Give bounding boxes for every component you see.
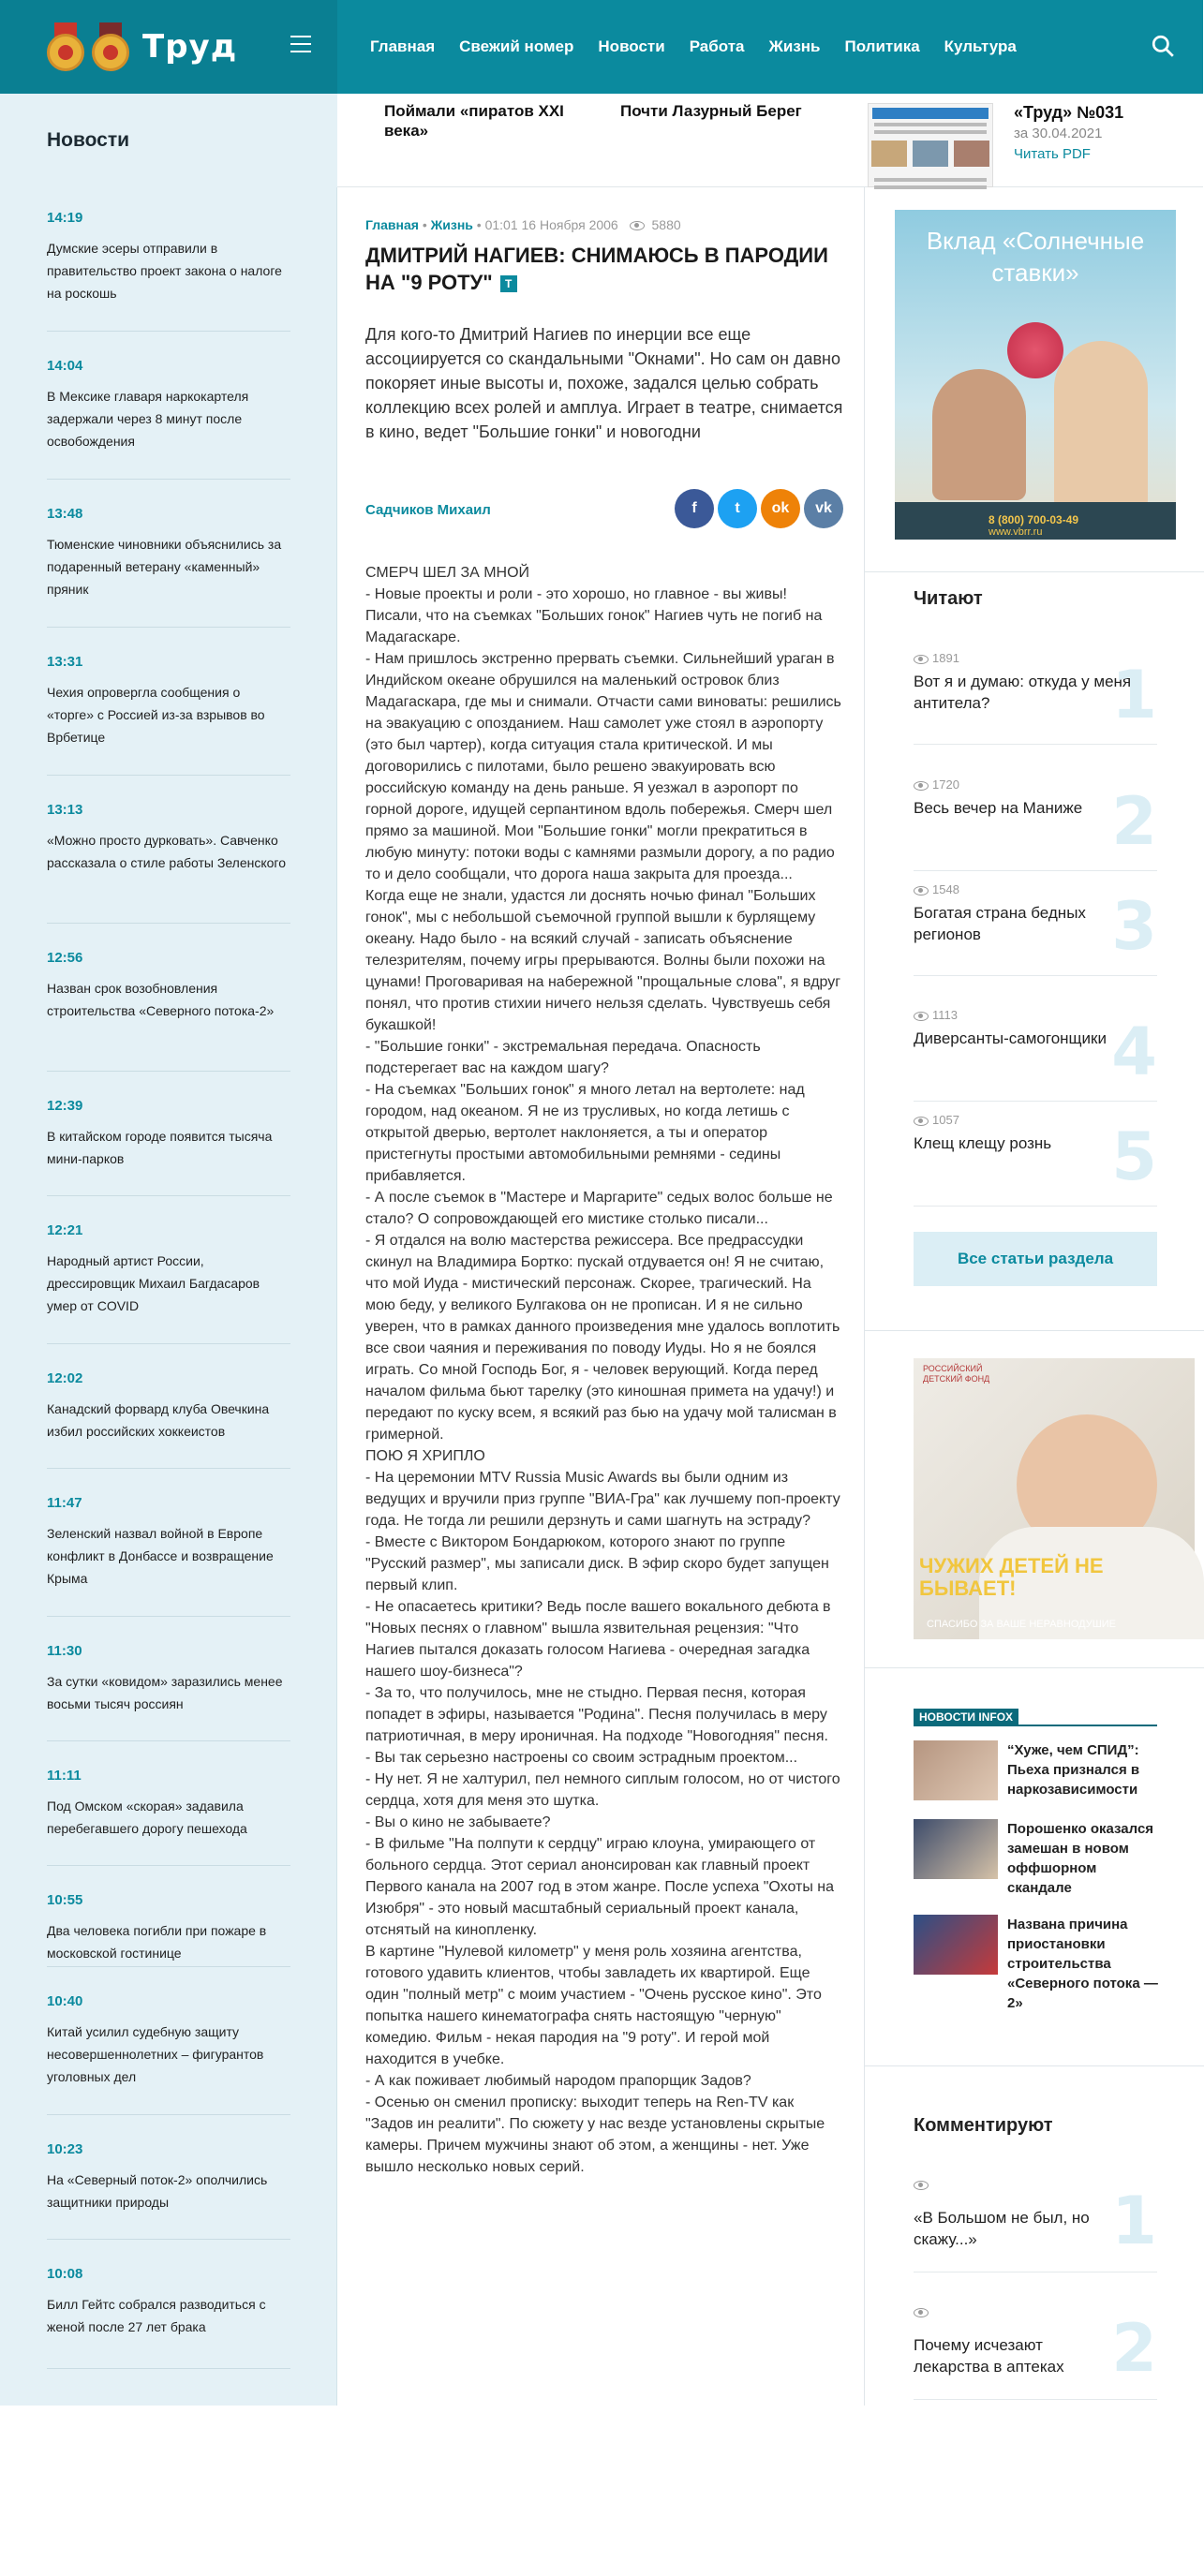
news-item[interactable] <box>47 1495 290 1617</box>
news-item[interactable] <box>47 358 290 480</box>
tag-badge[interactable]: Т <box>500 275 517 292</box>
news-time: 12:21 <box>47 1222 83 1238</box>
rank-number: 2 <box>1111 783 1157 860</box>
views-icon <box>914 886 929 896</box>
teaser-link[interactable]: Почти Лазурный Берег <box>620 102 802 120</box>
nav-item-life[interactable]: Жизнь <box>768 37 821 55</box>
views-icon <box>630 221 645 230</box>
news-item[interactable] <box>47 1098 290 1196</box>
nav-item-culture[interactable]: Культура <box>944 37 1017 55</box>
infox-item[interactable] <box>914 1740 1157 1825</box>
twitter-share-icon[interactable]: t <box>718 489 757 528</box>
news-item[interactable] <box>47 950 290 1072</box>
news-time: 12:39 <box>47 1098 83 1114</box>
news-section-header <box>0 94 337 187</box>
ad-banner-deposit[interactable] <box>895 210 1176 540</box>
teaser-link[interactable]: Поймали «пиратов XXI века» <box>384 102 564 140</box>
news-item[interactable] <box>47 1370 290 1469</box>
news-title: Думские эсеры отправили в правительство проект закона о налоге на роскошь <box>47 241 282 301</box>
news-time: 10:08 <box>47 2266 83 2282</box>
news-time: 12:56 <box>47 950 83 966</box>
article-date: • 01:01 16 Ноября 2006 <box>476 217 618 232</box>
nav-item-news[interactable]: Новости <box>598 37 665 55</box>
infox-label: НОВОСТИ INFOX <box>914 1709 1018 1725</box>
rank-number: 1 <box>1111 2183 1157 2259</box>
order-medal-icon <box>92 22 129 71</box>
rank-number: 4 <box>1111 1014 1157 1090</box>
article-views: 5880 <box>651 217 681 232</box>
divider <box>865 1667 1204 1668</box>
news-title: Билл Гейтс собрался разводиться с женой после 27 лет брака <box>47 2297 266 2334</box>
infox-title: “Хуже, чем СПИД”: Пьеха признался в наркозависимости <box>1007 1742 1140 1798</box>
ad-title: Вклад «Солнечные ставки» <box>926 227 1145 287</box>
infox-line <box>914 1725 1157 1726</box>
news-title: Два человека погибли при пожаре в московской гостинице <box>47 1923 267 1961</box>
popular-item[interactable] <box>914 882 1157 976</box>
rank-number: 3 <box>1111 888 1157 965</box>
issue-title[interactable]: «Труд» №031 <box>1014 103 1124 122</box>
popular-title: Клещ клещу рознь <box>914 1134 1052 1152</box>
views-icon <box>914 2308 929 2317</box>
site-header <box>0 0 1203 94</box>
rank-number: 1 <box>1111 657 1157 733</box>
news-time: 11:11 <box>47 1768 82 1784</box>
search-icon[interactable] <box>1151 34 1175 58</box>
ad-image-girl <box>1054 341 1148 510</box>
rank-number: 2 <box>1111 2310 1157 2387</box>
infox-image <box>914 1740 998 1800</box>
news-item[interactable] <box>47 1222 290 1344</box>
news-title: За сутки «ковидом» заразились менее восьми тысяч россиян <box>47 1674 283 1711</box>
divider <box>865 571 1204 572</box>
article-lead: Для кого-то Дмитрий Нагиев по инерции все еще ассоциируется со скандальными "Окнами". Но сам он давно покоряет иные высоты и, похоже, задался целью собрать коллекцию всех ролей и амплуа. Играет в театре, снимается в кино, ведет "Большие гонки" и новогодни <box>365 325 843 441</box>
news-time: 13:31 <box>47 654 83 670</box>
divider <box>865 2065 1204 2066</box>
news-time: 13:13 <box>47 802 83 818</box>
logo-text: Труд <box>142 28 238 66</box>
nav-item-fresh-issue[interactable]: Свежий номер <box>459 37 574 55</box>
infox-title: Названа причина приостановки строительства «Северного потока — 2» <box>1007 1917 1158 2011</box>
news-title: В Мексике главаря наркокартеля задержали через 8 минут после освобождения <box>47 389 249 449</box>
comments-section-title: Комментируют <box>914 2115 1053 2136</box>
news-title: Канадский форвард клуба Овечкина избил российских хоккеистов <box>47 1401 270 1439</box>
popular-item[interactable] <box>914 1113 1157 1207</box>
all-section-articles-button[interactable]: Все статьи раздела <box>914 1232 1157 1286</box>
popular-title: Богатая страна бедных регионов <box>914 904 1086 943</box>
ad-image-flowers <box>1007 322 1063 378</box>
article-title <box>365 242 834 296</box>
news-title: Тюменские чиновники объяснились за подаренный ветерану «каменный» пряник <box>47 537 282 597</box>
ad-slogan: ЧУЖИХ ДЕТЕЙ НЕ БЫВАЕТ! <box>919 1554 1104 1600</box>
news-item[interactable] <box>47 210 290 332</box>
news-item[interactable] <box>47 1643 290 1741</box>
breadcrumb: Главная • Жизнь • 01:01 16 Ноября 2006 5880 <box>365 217 681 232</box>
views-icon <box>914 2181 929 2190</box>
news-item[interactable] <box>47 1993 290 2115</box>
nav-item-politics[interactable]: Политика <box>844 37 920 55</box>
news-title: Чехия опровергла сообщения о «торге» с Россией из-за взрывов во Врбетице <box>47 685 265 745</box>
views-count: 1113 <box>914 1008 1157 1022</box>
news-title: Зеленский назвал войной в Европе конфликт в Донбассе и возвращение Крыма <box>47 1526 274 1586</box>
logo[interactable] <box>0 0 337 94</box>
news-section-title: Новости <box>47 129 130 151</box>
news-time: 14:19 <box>47 210 83 226</box>
infox-item[interactable] <box>914 1915 1157 2018</box>
views-icon <box>914 1117 929 1126</box>
news-feed <box>0 187 337 2406</box>
news-time: 10:23 <box>47 2141 83 2157</box>
news-item[interactable] <box>47 506 290 628</box>
news-title: На «Северный поток-2» ополчились защитники природы <box>47 2172 268 2210</box>
article-title-text: ДМИТРИЙ НАГИЕВ: СНИМАЮСЬ В ПАРОДИИ НА "9 РОТУ" <box>365 244 828 294</box>
commented-title: Почему исчезают лекарства в аптеках <box>914 2336 1064 2376</box>
news-item[interactable] <box>47 2266 290 2369</box>
news-time: 10:55 <box>47 1892 83 1908</box>
news-time: 14:04 <box>47 358 83 374</box>
crumb-section[interactable]: Жизнь <box>430 217 473 232</box>
views-count: 1548 <box>914 882 1157 896</box>
popular-item[interactable] <box>914 777 1157 871</box>
news-time: 10:40 <box>47 1993 83 2009</box>
issue-date: за 30.04.2021 <box>1014 126 1103 141</box>
main-nav <box>358 0 1029 94</box>
ad-phone: 8 (800) 700-03-49 <box>988 513 1079 526</box>
infox-image <box>914 1915 998 1975</box>
news-title: В китайском городе появится тысяча мини-парков <box>47 1129 273 1166</box>
news-item[interactable] <box>47 1768 290 1866</box>
crumb-home[interactable]: Главная <box>365 217 419 232</box>
news-title: Китай усилил судебную защиту несовершеннолетних – фигурантов уголовных дел <box>47 2024 264 2084</box>
right-sidebar <box>864 187 1203 2406</box>
news-title: Назван срок возобновления строительства «Северного потока-2» <box>47 981 275 1018</box>
order-medal-icon <box>47 22 84 71</box>
news-time: 13:48 <box>47 506 83 522</box>
views-count: 1720 <box>914 777 1157 792</box>
news-item[interactable] <box>47 654 290 776</box>
facebook-share-icon[interactable]: f <box>675 489 714 528</box>
news-item[interactable] <box>47 802 290 924</box>
infox-image <box>914 1819 998 1879</box>
ad-site: www.vbrr.ru <box>988 526 1043 538</box>
news-time: 11:30 <box>47 1643 82 1659</box>
ad-thanks: СПАСИБО ЗА ВАШЕ НЕРАВНОДУШИЕ <box>927 1619 1117 1630</box>
vkontakte-share-icon[interactable]: vk <box>804 489 843 528</box>
news-title: «Можно просто дурковать». Савченко рассказала о стиле работы Зеленского <box>47 833 286 870</box>
read-pdf-link[interactable]: Читать PDF <box>1014 146 1091 162</box>
divider <box>865 1330 1204 1331</box>
infox-item[interactable] <box>914 1819 1157 1903</box>
popular-title: Вот я и думаю: откуда у меня антитела? <box>914 673 1132 712</box>
commented-item[interactable] <box>914 2177 1157 2273</box>
news-item[interactable] <box>47 2141 290 2240</box>
news-title: Под Омском «скорая» задавила перебегавшего дорогу пешехода <box>47 1799 247 1836</box>
popular-title: Весь вечер на Маниже <box>914 799 1083 817</box>
news-time: 12:02 <box>47 1370 83 1386</box>
views-icon <box>914 655 929 664</box>
commented-item[interactable] <box>914 2304 1157 2400</box>
news-item[interactable] <box>47 1892 290 1967</box>
odnoklassniki-share-icon[interactable]: ok <box>761 489 800 528</box>
infox-title: Порошенко оказался замешан в новом оффшорном скандале <box>1007 1821 1154 1896</box>
rank-number: 5 <box>1111 1118 1157 1195</box>
commented-title: «В Большом не был, но скажу...» <box>914 2209 1090 2248</box>
nav-item-home[interactable]: Главная <box>370 37 436 55</box>
ad-banner-childrens-fund[interactable] <box>914 1358 1195 1639</box>
article-body: СМЕРЧ ШЕЛ ЗА МНОЙ - Новые проекты и роли - это хорошо, но главное - вы живы! Писали, что на съемках "Больших гонок" Нагиев чуть не погиб на Мадагаскаре. - Нам пришлось экстренно прервать съемки. Сильнейший ураган в Индийском океане обрушился на маленький островок близ Мадагаскара, где мы и снимали. Отчасти сами виноваты: решились на эвакуацию с опозданием. Наш самолет уже стоял в аэропорту (это был чартер), когда ситуация стала критической. И мы договорились с пилотами, было решено эвакуировать всю российскую команду на день раньше. Я уезжал в аэропорт по горной дороге, идущей серпантином вдоль побережья. Смерч шел прямо за машиной. Мои "Большие гонки" могли прекратиться в любую минуту: потоки воды с камнями размыли дорогу, а по радио то и дело сообщали, что дорога наша закрыта для проезда... Когда еще не знали, удастся ли доснять ночью финал "Больших гонок", мы с небольшой съемочной группой вышли к бурлящему океану. Надо было - на всякий случай - записать объяснение телезрителям, почему игры прерываются. Волны были похожи на цунами! Проговаривая на набережной "прощальные слова", я вдруг понял, что против стихии ничего нельзя сделать. Чувствуешь себя букашкой! - "Большие гонки" - экстремальная передача. Опасность подстерегает вас на каждом шагу? - На съемках "Больших гонок" я много летал на вертолете: над городом, над океаном. Я не из трусливых, но когда летишь с открытой дверью, вертолет наклоняется, а ты и оператор пристегнуты простыми автомобильными ремнями - седины прибавляется. - А после съемок в "Мастере и Маргарите" седых волос больше не стало? О сопровождающей его мистике столько писали... - Я отдался на волю мастерства режиссера. Все предрассудки скинул на Владимира Бортко: пускай отдувается он! Я не считаю, что мой Иуда - мистический персонаж. Скорее, трагический. На мою беду, у великого Булгакова он не прописан. И я не сильно уверен, что в рамках данного произведения мне удалось воплотить все свои чаяния и переживания по поводу Иуды. Но я не боялся играть. Со мной Господь Бог, я - человек верующий. Когда перед началом фильма бьют тарелку (это киношная примета на удачу!) и передают по куску всем, я всякий раз бью на удачу мой талисман в гримерной. ПОЮ Я ХРИПЛО - На церемонии MTV Russia Music Awards вы были одним из ведущих и вручили приз группе "ВИА-Гра" как лучшему поп-проекту года. Не тогда ли решили дерзнуть и сами шагнуть на эстраду? - Вместе с Виктором Бондарюком, которого знают по группе "Русский размер", мы записали диск. В эфир скоро будет запущен первый клип. - Не опасаетесь критики? Ведь после вашего вокального дебюта в "Новых песнях о главном" вышла язвительная рецензия: "Что Нагиев пытался доказать голосом Нагиева - очередная загадка нашего шоу-бизнеса"? - За то, что получилось, мне не стыдно. Первая песня, которая попадет в эфиры, называется "Родина". Песня получилась в меру патриотичная, в меру ироничная. На подходе "Новогодняя" песня. - Вы так серьезно настроены со своим эстрадным проектом... - Ну нет. Я не халтурил, пел немного сиплым голосом, но от чистого сердца, хотя для меня это шутка. - Вы о кино не забываете? - В фильме "На полпути к сердцу" играю клоуна, умирающего от больного сердца. Этот сериал анонсирован как главный проект Первого канала на 2007 год в этом жанре. После успеха "Охоты на Изюбря" - это новый масштабный сериальный проект канала, отснятый на кинопленку. В картине "Нулевой километр" у меня роль хозяина агентства, готового удавить клиентов, чтобы завладеть их квартирой. Еще один "полный метр" с моим участием - "Очень русское кино". Это попытка нашего кинематографа снять настоящую "черную" комедию. Фильм - некая пародия на "9 роту". И герой мой находится в учебке. - А как поживает любимый народом прапорщик Задов? - Осенью он сменил прописку: выходит теперь на Ren-TV как "Задов ин реалити". По сюжету у нас везде установлены скрытые камеры. Причем мужчины знают об этом, а женщины - нет. Уже вышло несколько новых серий. <box>365 565 841 2175</box>
ad-image-boy <box>932 369 1026 500</box>
views-count: 1891 <box>914 651 1157 665</box>
nav-item-work[interactable]: Работа <box>689 37 745 55</box>
reading-section-title: Читают <box>914 588 983 609</box>
ad-fund-name: РОССИЙСКИЙ ДЕТСКИЙ ФОНД <box>923 1364 990 1384</box>
news-time: 11:47 <box>47 1495 82 1511</box>
views-icon <box>914 781 929 791</box>
views-icon <box>914 1012 929 1021</box>
popular-item[interactable] <box>914 1008 1157 1102</box>
author-link[interactable]: Садчиков Михаил <box>365 502 491 518</box>
issue-cover-image[interactable] <box>868 103 993 187</box>
news-title: Народный артист России, дрессировщик Михаил Багдасаров умер от COVID <box>47 1253 260 1313</box>
views-count: 1057 <box>914 1113 1157 1127</box>
menu-icon[interactable] <box>290 36 311 52</box>
sub-header <box>0 94 1203 187</box>
popular-item[interactable] <box>914 651 1157 745</box>
popular-title: Диверсанты-самогонщики <box>914 1029 1107 1047</box>
